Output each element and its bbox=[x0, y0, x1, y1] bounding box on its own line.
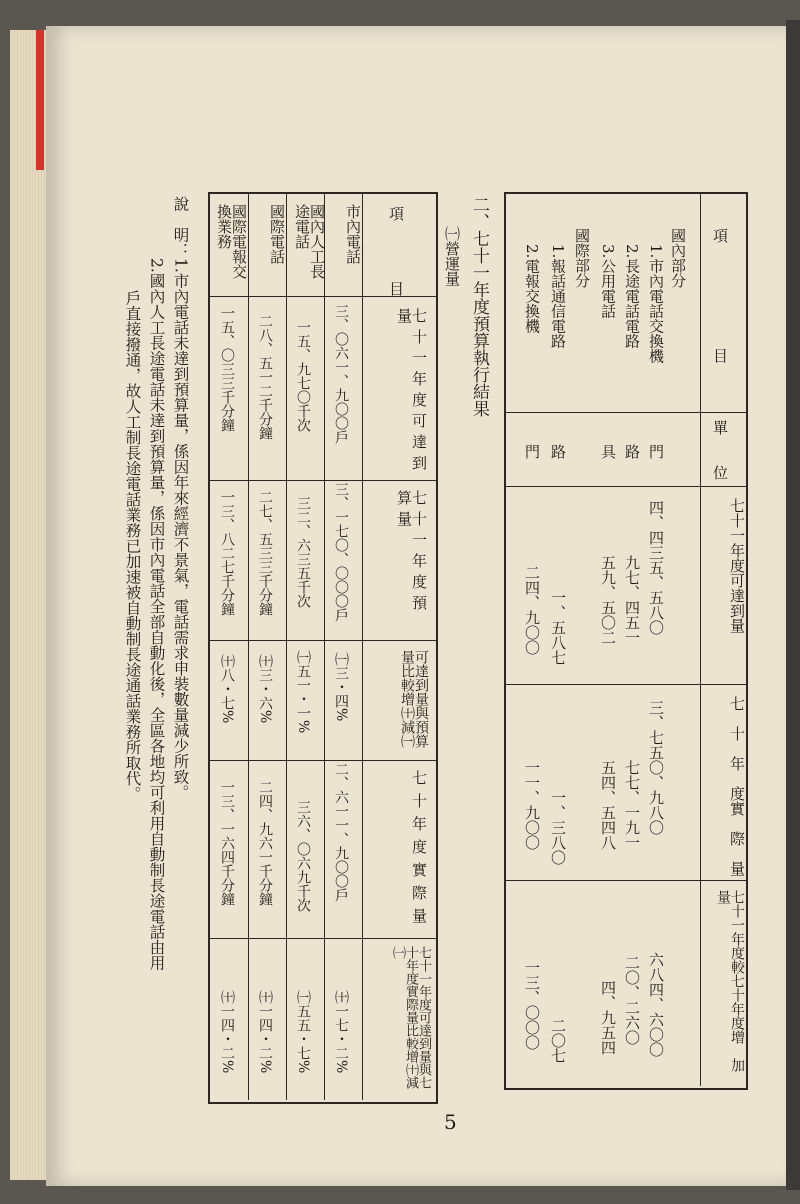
upper-row-budget: 四、四三五、五八〇 bbox=[647, 500, 665, 635]
lower-header-compare: 可達到量與預算量比較增㈩減㈠ bbox=[399, 650, 429, 748]
upper-row-label: 國際部分 bbox=[573, 228, 591, 288]
upper-header-actual: 七 十 年 度實 際 量 bbox=[728, 696, 746, 876]
upper-header-item: 項 目 bbox=[711, 228, 729, 363]
lower-row-plan: 三、一七〇、〇〇〇戶 bbox=[333, 482, 349, 622]
note-line: 說 明：1.市內電話未達到預算量，係因年來經濟不景氣，電話需求申裝數量減少所致。 bbox=[171, 196, 190, 800]
lower-row-label: 國際電話 bbox=[268, 204, 286, 264]
lower-row-actual: 三六、〇六九千次 bbox=[295, 800, 311, 912]
upper-row-actual: 七七、一九一 bbox=[623, 760, 641, 850]
upper-row-budget: 五九、五〇二 bbox=[599, 555, 617, 645]
upper-row-budget: 二四、九〇〇 bbox=[523, 565, 541, 655]
upper-row-increase: 六八四、六〇〇 bbox=[647, 952, 665, 1057]
book-cover-edge bbox=[786, 20, 800, 1190]
upper-row-label: 3.公用電話 bbox=[599, 244, 617, 319]
upper-row-increase: 一三、〇〇〇 bbox=[523, 960, 541, 1050]
lower-row-compare: ㈩三・六% bbox=[257, 654, 273, 724]
upper-header-increase: 七十一年度較七十年度增 加 量 bbox=[715, 890, 745, 1086]
lower-header-actual: 七十年度實際量 bbox=[410, 770, 428, 931]
lower-row-compare2: ㈩一四・二% bbox=[257, 990, 273, 1074]
upper-row-unit: 門 bbox=[523, 444, 541, 459]
lower-row-compare2: ㈩一四・二% bbox=[219, 990, 235, 1074]
lower-row-plan: 三二、六三五千次 bbox=[295, 496, 311, 608]
upper-header-budget: 七十一年度可達到量 bbox=[728, 498, 746, 633]
lower-header-compare2: 七十一年度可達到量與七十年度實際量比較增㈩減㈠ bbox=[390, 946, 431, 1089]
lower-header-budget: 七十一年度可達到量 bbox=[395, 308, 428, 476]
upper-row-label: 國內部分 bbox=[669, 228, 687, 288]
subsection-title: ㈠營運量 bbox=[443, 226, 461, 286]
lower-row-plan: 二七、五三三千分鐘 bbox=[257, 490, 273, 616]
lower-row-label: 國內人工長途電話 bbox=[293, 204, 326, 279]
lower-row-compare2: ㈩一七・二% bbox=[333, 990, 349, 1074]
upper-row-unit: 門 bbox=[647, 444, 665, 459]
lower-row-compare: ㈠五一・一% bbox=[295, 650, 311, 734]
note-line: 戶直接撥通，故人工制長途電話業務已加速被自動制長途通話業務所取代。 bbox=[123, 290, 142, 802]
upper-row-budget: 一、五八七 bbox=[549, 590, 567, 665]
upper-row-budget: 九七、四五一 bbox=[623, 555, 641, 645]
upper-row-actual: 五四、五四八 bbox=[599, 760, 617, 850]
page-edges bbox=[10, 30, 47, 1180]
upper-row-increase: 四、九五四 bbox=[599, 980, 617, 1055]
lower-row-budget: 一五、九七〇千次 bbox=[295, 320, 311, 432]
lower-row-compare2: ㈠五五・七% bbox=[295, 990, 311, 1074]
lower-row-compare: ㈠三・四% bbox=[333, 652, 349, 722]
lower-row-actual: 一三、一六四千分鐘 bbox=[219, 780, 235, 906]
lower-row-budget: 一五、〇三三千分鐘 bbox=[219, 306, 235, 432]
lower-header-item: 項 目 bbox=[387, 206, 405, 296]
page-number: 5 bbox=[444, 1110, 457, 1134]
upper-row-label: 1.市內電話交換機 bbox=[647, 244, 665, 364]
upper-row-unit: 路 bbox=[623, 444, 641, 459]
lower-row-compare: ㈩八・七% bbox=[219, 654, 235, 724]
upper-row-actual: 一一、九〇〇 bbox=[523, 760, 541, 850]
upper-row-label: 1.報話通信電路 bbox=[549, 244, 567, 349]
upper-header-unit: 單 位 bbox=[711, 420, 729, 480]
lower-row-budget: 三、〇六一、九〇〇戶 bbox=[333, 304, 349, 444]
lower-header-plan: 七十一年度預算量 bbox=[395, 490, 428, 616]
upper-row-unit: 路 bbox=[549, 444, 567, 459]
lower-row-budget: 二八、五一二千分鐘 bbox=[257, 314, 273, 440]
lower-row-actual: 二四、九六一千分鐘 bbox=[257, 780, 273, 906]
upper-row-unit: 具 bbox=[599, 444, 617, 459]
upper-row-actual: 三、七五〇、九八〇 bbox=[647, 700, 665, 835]
section-title: 二、七十一年度預算執行結果 bbox=[469, 196, 489, 417]
upper-row-increase: 二〇七 bbox=[549, 1018, 567, 1063]
lower-row-label: 市內電話 bbox=[344, 204, 362, 264]
upper-row-label: 2.長途電話電路 bbox=[623, 244, 641, 349]
upper-row-label: 2.電報交換機 bbox=[523, 244, 541, 334]
upper-row-increase: 二〇、二六〇 bbox=[623, 955, 641, 1045]
note-line: 2.國內人工長途電話未達到預算量，係因市內電話全部自動化後，全區各地均可利用自動制長途電話由用 bbox=[147, 258, 166, 971]
bookmark-ribbon bbox=[36, 30, 44, 170]
upper-row-actual: 一、三八〇 bbox=[549, 790, 567, 865]
lower-row-plan: 一三、八二七千分鐘 bbox=[219, 490, 235, 616]
lower-row-label: 國際電報交換業務 bbox=[215, 204, 248, 279]
lower-row-actual: 二、六一一、九〇〇戶 bbox=[333, 762, 349, 902]
